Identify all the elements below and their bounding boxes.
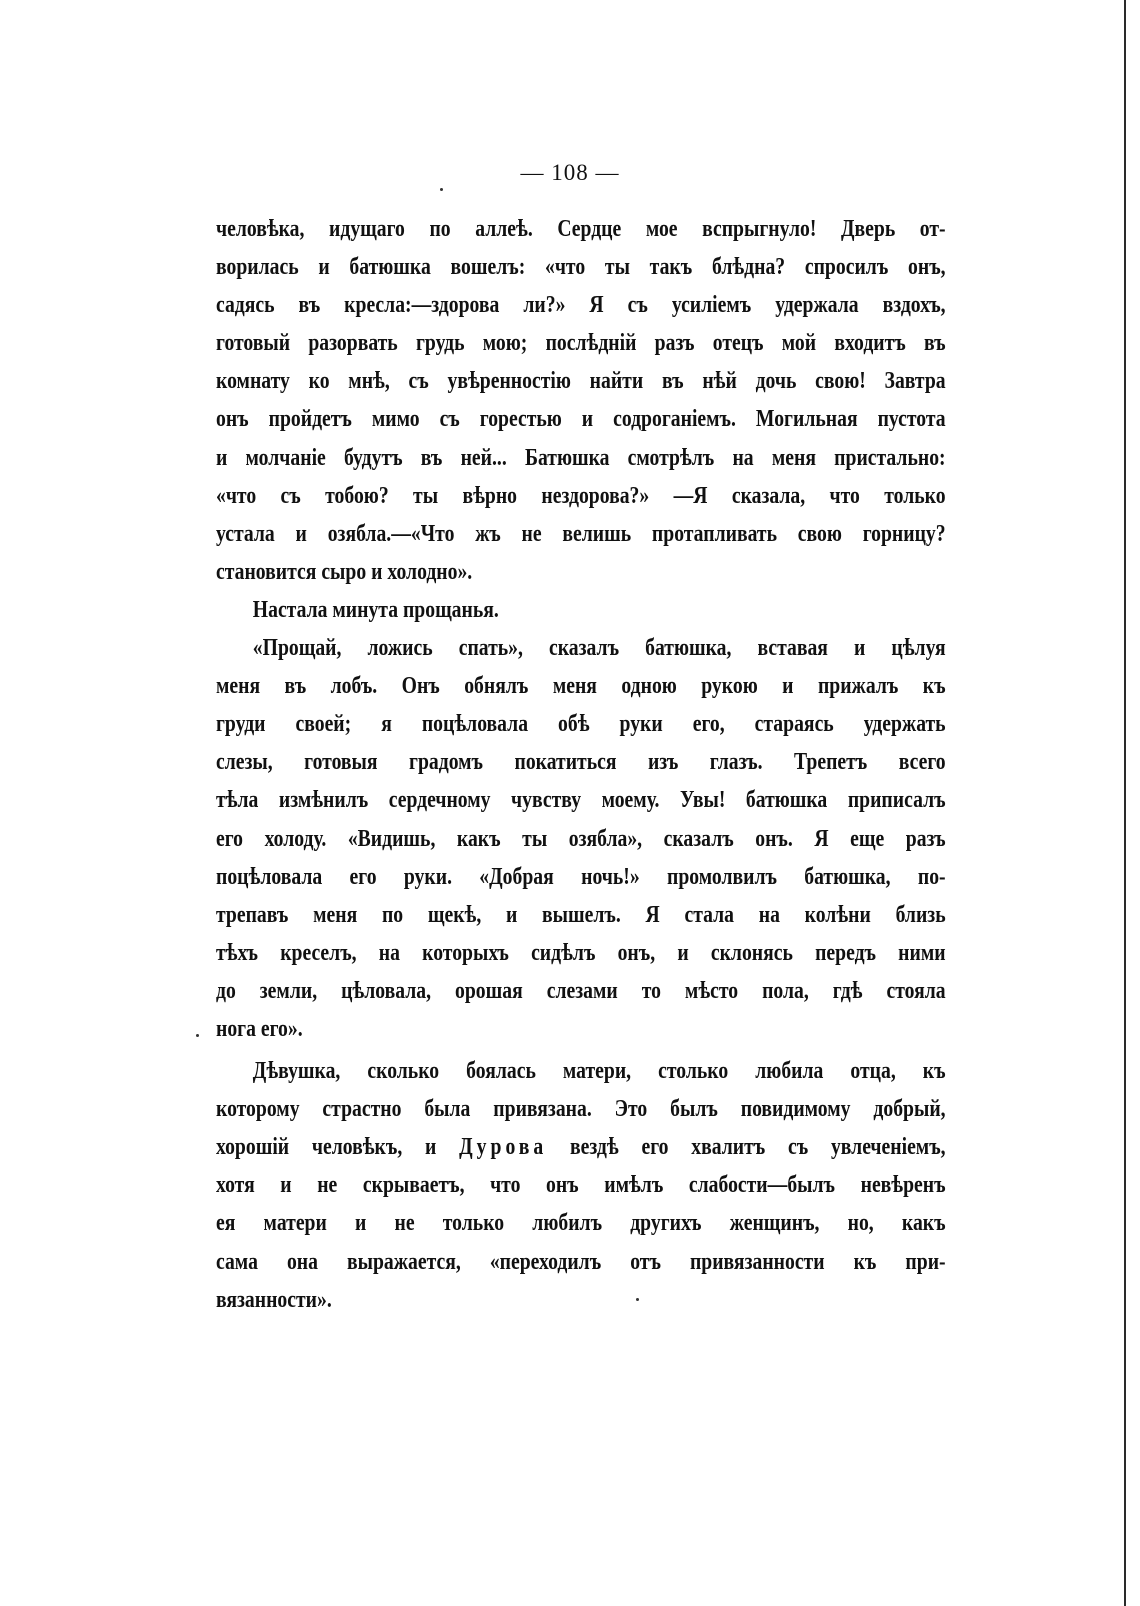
text-segment: вездѣ его хвалитъ съ увлеченіемъ, xyxy=(547,1133,946,1161)
text-line: которому страстно была привязана. Это былъ повидимому добрый, xyxy=(216,1095,946,1123)
body-text xyxy=(216,210,946,1319)
text-line: поцѣловала его руки. «Добрая ночь!» промолвилъ батюшка, по- xyxy=(216,862,946,890)
text-line: его холоду. «Видишь, какъ ты озябла», сказалъ онъ. Я еще разъ xyxy=(216,824,946,852)
ink-speck xyxy=(440,188,443,191)
text-line: ея матери и не только любилъ другихъ женщинъ, но, какъ xyxy=(216,1209,946,1237)
text-line: сама она выражается, «переходилъ отъ привязанности къ при- xyxy=(216,1247,946,1275)
text-segment: хорошій человѣкъ, и xyxy=(216,1133,460,1161)
text-line: нога его». xyxy=(216,1014,303,1042)
text-line: ворилась и батюшка вошелъ: «что ты такъ блѣдна? спросилъ онъ, xyxy=(216,253,946,281)
paragraph-1 xyxy=(216,210,946,591)
text-line: готовый разорвать грудь мою; послѣдній разъ отецъ мой входитъ въ xyxy=(216,329,946,357)
page-edge-line xyxy=(1124,0,1126,1606)
text-line: меня въ лобъ. Онъ обнялъ меня одною рукою и прижалъ къ xyxy=(216,672,946,700)
text-line: трепавъ меня по щекѣ, и вышелъ. Я стала на колѣни близь xyxy=(216,900,946,928)
page-number: — 108 — xyxy=(520,160,620,185)
text-line: тѣла измѣнилъ сердечному чувству моему. Увы! батюшка приписалъ xyxy=(216,786,946,814)
paragraph-3 xyxy=(216,629,946,1048)
text-line: вязанности». xyxy=(216,1285,332,1313)
text-line: становится сыро и холодно». xyxy=(216,557,473,585)
text-line: «что съ тобою? ты вѣрно нездорова?» —Я сказала, что только xyxy=(216,481,946,509)
text-line: садясь въ кресла:—здорова ли?» Я съ усиліемъ удержала вздохъ, xyxy=(216,291,946,319)
author-name: Дурова xyxy=(459,1133,548,1161)
paragraph-2 xyxy=(216,591,946,629)
text-line: груди своей; я поцѣловала обѣ руки его, стараясь удержать xyxy=(216,710,946,738)
text-line: слезы, готовыя градомъ покатиться изъ глазъ. Трепетъ всего xyxy=(216,748,946,776)
text-line: хотя и не скрываетъ, что онъ имѣлъ слабости—былъ невѣренъ xyxy=(216,1171,946,1199)
text-line: Дѣвушка, сколько боялась матери, столько любила отца, къ xyxy=(252,1057,946,1085)
text-line: Настала минута прощанья. xyxy=(252,595,499,623)
ink-speck xyxy=(196,1034,199,1037)
paragraph-4 xyxy=(216,1052,946,1319)
text-line: человѣка, идущаго по аллеѣ. Сердце мое вспрыгнуло! Дверь от- xyxy=(216,215,946,242)
text-line: до земли, цѣловала, орошая слезами то мѣсто пола, гдѣ стояла xyxy=(216,976,946,1004)
text-line xyxy=(216,1128,946,1166)
text-line: тѣхъ креселъ, на которыхъ сидѣлъ онъ, и склонясь передъ ними xyxy=(216,938,946,966)
text-line: «Прощай, ложись спать», сказалъ батюшка, вставая и цѣлуя xyxy=(252,634,946,662)
text-line: устала и озябла.—«Что жъ не велишь протапливать свою горницу? xyxy=(216,519,946,547)
text-line: онъ пройдетъ мимо съ горестью и содроганіемъ. Могильная пустота xyxy=(216,405,946,433)
text-line: комнату ко мнѣ, съ увѣренностію найти въ нѣй дочь свою! Завтра xyxy=(216,367,946,395)
text-line: и молчаніе будутъ въ ней... Батюшка смотрѣлъ на меня пристально: xyxy=(216,443,946,471)
